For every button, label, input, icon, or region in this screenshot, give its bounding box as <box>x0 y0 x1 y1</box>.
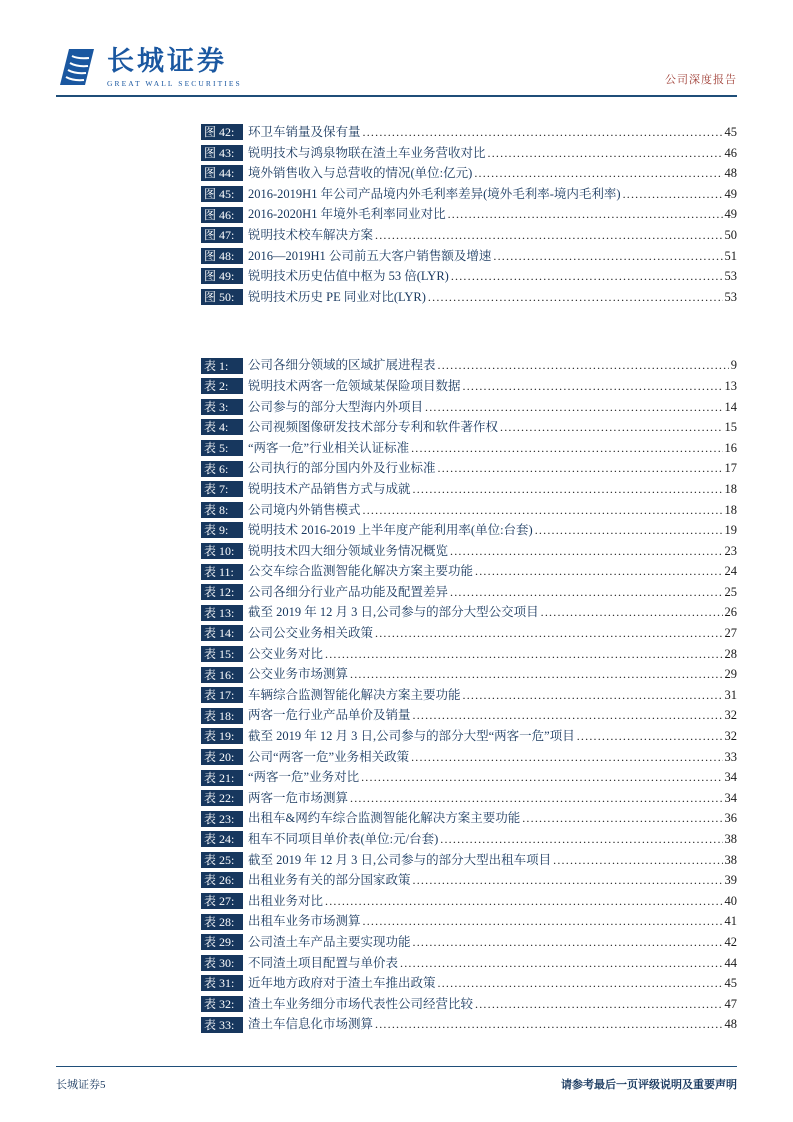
toc-row[interactable] <box>201 953 737 974</box>
toc-dot-leader <box>413 932 723 953</box>
toc-dot-leader <box>413 705 723 726</box>
toc-row[interactable] <box>201 808 737 829</box>
toc-row[interactable] <box>201 266 737 287</box>
toc-row[interactable] <box>201 870 737 891</box>
toc-row[interactable] <box>201 397 737 418</box>
toc-entry-label: 表 10: <box>201 543 243 559</box>
tables-toc-list <box>201 355 737 1035</box>
toc-row[interactable] <box>201 479 737 500</box>
toc-entry-title: 公司境内外销售模式 <box>248 502 361 517</box>
footer-brand-page: 长城证券5 <box>56 1079 106 1091</box>
toc-row[interactable] <box>201 376 737 397</box>
toc-entry-label: 表 25: <box>201 852 243 868</box>
toc-row[interactable] <box>201 561 737 582</box>
toc-dot-leader <box>535 520 723 541</box>
toc-row[interactable] <box>201 287 737 308</box>
toc-entry-title: 锐明技术校车解决方案 <box>248 227 374 242</box>
toc-entry-page: 53 <box>724 269 737 284</box>
header-divider <box>56 95 737 97</box>
toc-entry-page: 13 <box>724 378 737 393</box>
toc-entry-page: 48 <box>724 1017 737 1032</box>
toc-entry-page: 46 <box>724 145 737 160</box>
toc-entry-page: 51 <box>724 248 737 263</box>
toc-entry-page: 14 <box>724 399 737 414</box>
toc-row[interactable] <box>201 850 737 871</box>
toc-entry-page: 28 <box>724 646 737 661</box>
toc-row[interactable] <box>201 417 737 438</box>
toc-entry-page: 34 <box>724 790 737 805</box>
toc-entry-label: 表 13: <box>201 605 243 621</box>
toc-entry-title: 2016-2020H1 年境外毛利率同业对比 <box>248 207 446 222</box>
toc-entry-page: 53 <box>724 289 737 304</box>
toc-dot-leader <box>493 246 722 267</box>
brand-name-cn: 长城证券 <box>107 46 227 76</box>
toc-entry-title: 两客一危行业产品单价及销量 <box>248 708 411 723</box>
toc-row[interactable] <box>201 788 737 809</box>
toc-entry-label: 表 3: <box>201 399 243 415</box>
toc-row[interactable] <box>201 225 737 246</box>
report-footer <box>56 1066 737 1093</box>
toc-entry-page: 18 <box>724 481 737 496</box>
toc-entry-title: 公司视频图像研发技术部分专利和软件著作权 <box>248 420 499 435</box>
toc-entry-title: 锐明技术 2016-2019 上半年度产能利用率(单位:台套) <box>248 523 533 538</box>
toc-entry-label: 表 9: <box>201 522 243 538</box>
toc-entry-title: 境外销售收入与总营收的情况(单位:亿元) <box>248 166 473 181</box>
toc-entry-page: 32 <box>724 729 737 744</box>
toc-dot-leader <box>577 726 723 747</box>
toc-dot-leader <box>475 994 722 1015</box>
toc-entry-page: 48 <box>724 166 737 181</box>
toc-dot-leader <box>363 911 723 932</box>
toc-dot-leader <box>411 438 722 459</box>
toc-row[interactable] <box>201 623 737 644</box>
toc-entry-page: 45 <box>724 125 737 139</box>
toc-row[interactable] <box>201 184 737 205</box>
toc-entry-title: 公司“两客一危”业务相关政策 <box>248 749 410 764</box>
toc-entry-title: 出租业务有关的部分国家政策 <box>248 873 411 888</box>
toc-entry-title: 环卫车销量及保有量 <box>248 125 361 139</box>
footer-disclaimer: 请参考最后一页评级说明及重要声明 <box>561 1079 737 1091</box>
toc-entry-title: 2016-2019H1 年公司产品境内外毛利率差异(境外毛利率-境内毛利率) <box>248 186 621 201</box>
toc-row[interactable] <box>201 1014 737 1035</box>
toc-row[interactable] <box>201 891 737 912</box>
toc-entry-title: 出租车业务市场测算 <box>248 914 361 929</box>
brand-text <box>107 46 242 88</box>
toc-entry-label: 图 47: <box>201 227 243 243</box>
toc-dot-leader <box>350 664 722 685</box>
toc-entry-page: 19 <box>724 523 737 538</box>
report-header <box>56 30 737 88</box>
toc-row[interactable] <box>201 747 737 768</box>
toc-entry-title: 锐明技术产品销售方式与成就 <box>248 481 411 496</box>
toc-row[interactable] <box>201 122 737 143</box>
toc-dot-leader <box>400 953 722 974</box>
toc-row[interactable] <box>201 438 737 459</box>
toc-row[interactable] <box>201 767 737 788</box>
toc-entry-page: 47 <box>724 996 737 1011</box>
toc-entry-title: 截至 2019 年 12 月 3 日,公司参与的部分大型“两客一危”项目 <box>248 729 575 744</box>
toc-dot-leader <box>450 541 722 562</box>
toc-dot-leader <box>541 602 723 623</box>
toc-entry-label: 表 18: <box>201 708 243 724</box>
toc-entry-title: 锐明技术与鸿泉物联在渣土车业务营收对比 <box>248 145 486 160</box>
toc-dot-leader <box>325 644 722 665</box>
toc-entry-title: 公司参与的部分大型海内外项目 <box>248 399 424 414</box>
toc-entry-title: 2016—2019H1 公司前五大客户销售额及增速 <box>248 248 492 263</box>
toc-entry-title: 出租业务对比 <box>248 893 324 908</box>
toc-dot-leader <box>363 500 723 521</box>
toc-dot-leader <box>451 266 723 287</box>
toc-dot-leader <box>413 870 723 891</box>
toc-row[interactable] <box>201 143 737 164</box>
toc-entry-title: 锐明技术历史估值中枢为 53 倍(LYR) <box>248 269 449 284</box>
toc-entry-label: 表 1: <box>201 358 243 374</box>
toc-dot-leader <box>350 788 722 809</box>
toc-entry-label: 表 6: <box>201 461 243 477</box>
toc-entry-title: “两客一危”业务对比 <box>248 770 360 785</box>
toc-entry-label: 图 42: <box>201 124 243 140</box>
toc-entry-label: 表 29: <box>201 934 243 950</box>
toc-entry-label: 图 48: <box>201 248 243 264</box>
toc-row[interactable] <box>201 204 737 225</box>
toc-entry-title: 锐明技术四大细分领域业务情况概览 <box>248 543 449 558</box>
toc-entry-title: 锐明技术历史 PE 同业对比(LYR) <box>248 289 426 304</box>
toc-dot-leader <box>440 829 722 850</box>
toc-dot-leader <box>428 287 723 308</box>
toc-entry-page: 40 <box>724 893 737 908</box>
toc-entry-title: 公交业务对比 <box>248 646 324 661</box>
toc-entry-page: 32 <box>724 708 737 723</box>
toc-entry-title: 两客一危市场测算 <box>248 790 349 805</box>
toc-entry-page: 38 <box>724 832 737 846</box>
toc-entry-title: 锐明技术两客一危领域某保险项目数据 <box>248 378 461 393</box>
toc-entry-label: 表 20: <box>201 749 243 765</box>
toc-entry-label: 图 45: <box>201 186 243 202</box>
toc-entry-title: 渣土车业务细分市场代表性公司经营比较 <box>248 996 474 1011</box>
toc-entry-label: 表 21: <box>201 770 243 786</box>
toc-entry-page: 41 <box>724 914 737 929</box>
toc-entry-page: 18 <box>724 502 737 517</box>
toc-dot-leader <box>500 417 722 438</box>
toc-entry-label: 表 15: <box>201 646 243 662</box>
toc-row[interactable] <box>201 911 737 932</box>
toc-entry-page: 38 <box>724 852 737 867</box>
toc-dot-leader <box>522 808 722 829</box>
toc-entry-label: 表 11: <box>201 564 243 580</box>
toc-entry-label: 图 50: <box>201 289 243 305</box>
toc-dot-leader <box>438 355 729 376</box>
toc-entry-title: 租车不同项目单价表(单位:元/台套) <box>248 832 439 846</box>
toc-row[interactable] <box>201 541 737 562</box>
toc-entry-page: 44 <box>724 955 737 970</box>
toc-entry-page: 15 <box>724 420 737 435</box>
toc-entry-page: 27 <box>724 626 737 641</box>
brand-name-en: GREAT WALL SECURITIES <box>107 79 242 88</box>
toc-entry-title: 公司各细分行业产品功能及配置差异 <box>248 584 449 599</box>
toc-row[interactable] <box>201 644 737 665</box>
toc-entry-label: 表 12: <box>201 584 243 600</box>
toc-entry-page: 26 <box>724 605 737 620</box>
toc-entry-title: 公交车综合监测智能化解决方案主要功能 <box>248 564 474 579</box>
toc-dot-leader <box>623 184 723 205</box>
toc-entry-label: 表 30: <box>201 955 243 971</box>
toc-entry-title: 车辆综合监测智能化解决方案主要功能 <box>248 687 461 702</box>
toc-entry-title: 近年地方政府对于渣土车推出政策 <box>248 976 436 991</box>
toc-dot-leader <box>325 891 722 912</box>
toc-row[interactable] <box>201 973 737 994</box>
toc-entry-title: 出租车&网约车综合监测智能化解决方案主要功能 <box>248 811 521 826</box>
toc-entry-page: 16 <box>724 440 737 455</box>
toc-dot-leader <box>375 225 722 246</box>
toc-dot-leader <box>375 623 722 644</box>
toc-entry-label: 表 8: <box>201 502 243 518</box>
figures-toc-list <box>201 122 737 307</box>
toc-entry-label: 表 33: <box>201 1017 243 1033</box>
report-type-label: 公司深度报告 <box>665 74 737 86</box>
toc-entry-title: 公司渣土车产品主要实现功能 <box>248 934 411 949</box>
toc-row[interactable] <box>201 664 737 685</box>
toc-row[interactable] <box>201 994 737 1015</box>
toc-entry-label: 表 24: <box>201 831 243 847</box>
brand-block <box>56 46 242 88</box>
toc-entry-label: 表 22: <box>201 790 243 806</box>
toc-entry-page: 24 <box>724 564 737 579</box>
toc-row[interactable] <box>201 705 737 726</box>
toc-entry-label: 表 27: <box>201 893 243 909</box>
toc-entry-page: 50 <box>724 227 737 242</box>
toc-entry-page: 36 <box>724 811 737 826</box>
toc-row[interactable] <box>201 500 737 521</box>
toc-entry-label: 图 44: <box>201 165 243 181</box>
toc-entry-page: 9 <box>730 358 737 373</box>
toc-dot-leader <box>474 163 722 184</box>
toc-row[interactable] <box>201 246 737 267</box>
table-of-contents <box>201 122 737 1035</box>
toc-row[interactable] <box>201 685 737 706</box>
toc-entry-label: 表 32: <box>201 996 243 1012</box>
footer-divider <box>56 1066 737 1068</box>
toc-entry-title: “两客一危”行业相关认证标准 <box>248 440 410 455</box>
toc-entry-page: 45 <box>724 976 737 991</box>
toc-entry-title: 公司各细分领域的区域扩展进程表 <box>248 358 436 373</box>
toc-entry-page: 33 <box>724 749 737 764</box>
toc-entry-page: 25 <box>724 584 737 599</box>
toc-entry-label: 表 28: <box>201 914 243 930</box>
toc-entry-label: 表 26: <box>201 872 243 888</box>
toc-row[interactable] <box>201 163 737 184</box>
toc-entry-label: 图 46: <box>201 207 243 223</box>
toc-entry-label: 表 5: <box>201 440 243 456</box>
toc-entry-title: 渣土车信息化市场测算 <box>248 1017 374 1032</box>
toc-entry-label: 表 2: <box>201 378 243 394</box>
toc-entry-label: 表 7: <box>201 481 243 497</box>
toc-dot-leader <box>375 1014 722 1035</box>
toc-entry-page: 23 <box>724 543 737 558</box>
toc-entry-label: 表 23: <box>201 811 243 827</box>
toc-entry-title: 不同渣土项目配置与单价表 <box>248 955 399 970</box>
toc-dot-leader <box>361 767 722 788</box>
toc-dot-leader <box>463 685 723 706</box>
toc-dot-leader <box>438 458 723 479</box>
toc-row[interactable] <box>201 932 737 953</box>
toc-dot-leader <box>425 397 722 418</box>
toc-dot-leader <box>411 747 722 768</box>
toc-entry-page: 29 <box>724 667 737 682</box>
toc-entry-page: 34 <box>724 770 737 785</box>
toc-entry-label: 表 4: <box>201 419 243 435</box>
toc-entry-label: 表 16: <box>201 667 243 683</box>
toc-entry-page: 39 <box>724 873 737 888</box>
toc-row[interactable] <box>201 355 737 376</box>
toc-dot-leader <box>488 143 723 164</box>
toc-entry-page: 31 <box>724 687 737 702</box>
toc-row[interactable] <box>201 520 737 541</box>
toc-entry-page: 42 <box>724 934 737 949</box>
toc-dot-leader <box>448 204 723 225</box>
toc-entry-label: 表 31: <box>201 975 243 991</box>
toc-dot-leader <box>450 582 722 603</box>
toc-dot-leader <box>363 122 723 143</box>
toc-row[interactable] <box>201 602 737 623</box>
toc-entry-title: 公司公交业务相关政策 <box>248 626 374 641</box>
toc-dot-leader <box>438 973 723 994</box>
toc-dot-leader <box>553 850 722 871</box>
toc-entry-title: 截至 2019 年 12 月 3 日,公司参与的部分大型出租车项目 <box>248 852 552 867</box>
toc-row[interactable] <box>201 582 737 603</box>
toc-entry-label: 表 17: <box>201 687 243 703</box>
toc-dot-leader <box>413 479 723 500</box>
brand-logo-icon <box>56 47 98 87</box>
toc-entry-page: 17 <box>724 461 737 476</box>
toc-entry-title: 截至 2019 年 12 月 3 日,公司参与的部分大型公交项目 <box>248 605 539 620</box>
toc-entry-label: 图 49: <box>201 268 243 284</box>
toc-entry-label: 图 43: <box>201 145 243 161</box>
toc-dot-leader <box>463 376 723 397</box>
toc-entry-label: 表 19: <box>201 728 243 744</box>
toc-entry-page: 49 <box>724 207 737 222</box>
toc-entry-page: 49 <box>724 186 737 201</box>
toc-row[interactable] <box>201 829 737 850</box>
toc-row[interactable] <box>201 726 737 747</box>
toc-dot-leader <box>475 561 722 582</box>
toc-entry-title: 公交业务市场测算 <box>248 667 349 682</box>
toc-row[interactable] <box>201 458 737 479</box>
toc-entry-label: 表 14: <box>201 625 243 641</box>
toc-section-gap <box>201 307 737 355</box>
toc-entry-title: 公司执行的部分国内外及行业标准 <box>248 461 436 476</box>
